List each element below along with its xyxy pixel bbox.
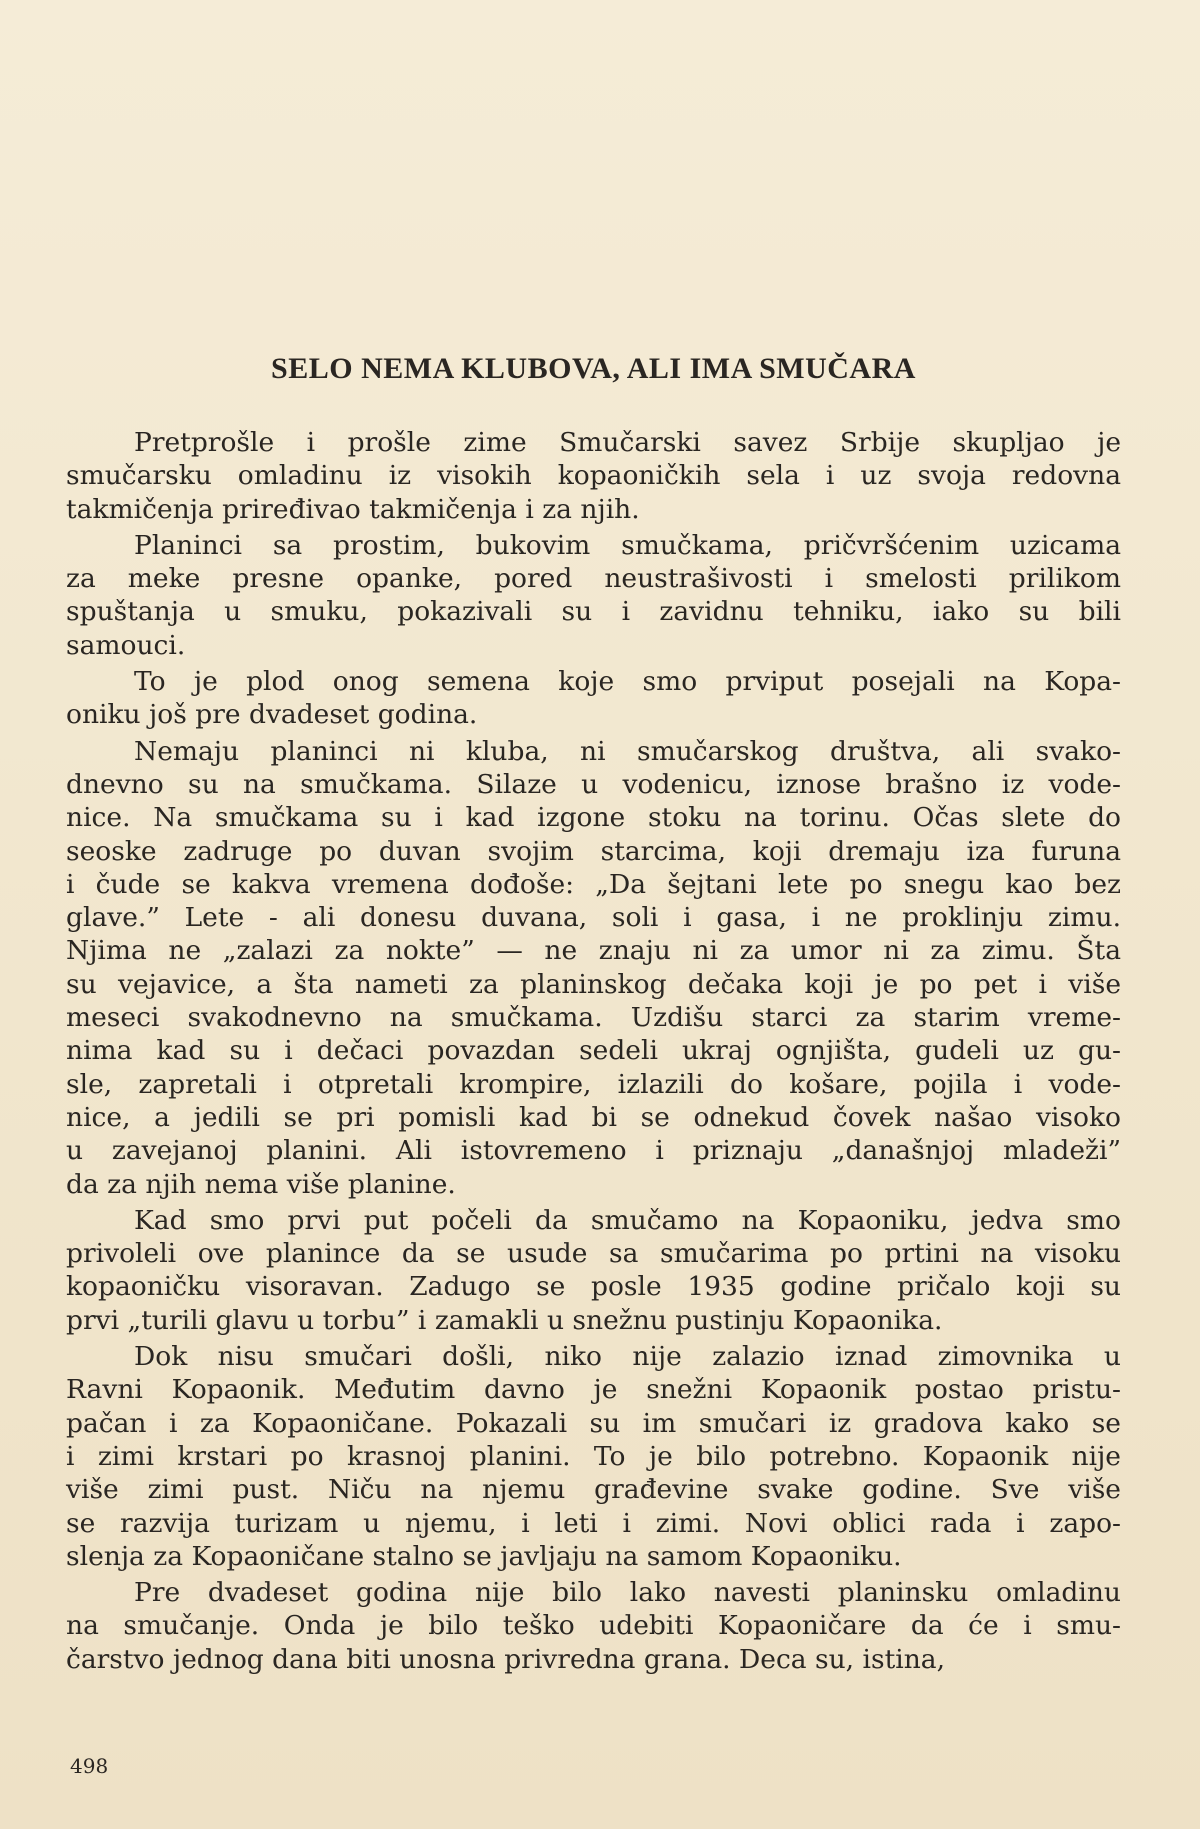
text-line: na smučanje. Onda je bilo teško udebiti Kopaoničare da će i smu- [66, 1610, 1121, 1642]
text-line: sle, zapretali i otpretali krompire, izlazili do košare, pojila i vode- [66, 1068, 1121, 1100]
text-line: čarstvo jednog dana biti unosna privredna grana. Deca su, istina, [66, 1643, 946, 1675]
text-line: seoske zadruge po duvan svojim starcima, koji dremaju iza furuna [66, 835, 1121, 867]
text-line: meseci svakodnevno na smučkama. Uzdišu starci za starim vreme- [66, 1002, 1121, 1034]
text-line: privoleli ove planince da se usude sa smučarima po prtini na visoku [66, 1238, 1121, 1270]
text-line: u zavejanoj planini. Ali istovremeno i priznaju „današnjoj mladeži” [66, 1135, 1121, 1167]
paragraph [66, 735, 1121, 1201]
paragraph [66, 426, 1121, 526]
text-line: Ravni Kopaonik. Međutim davno je snežni Kopaonik postao pristu- [66, 1374, 1121, 1406]
paragraph [66, 1576, 1121, 1676]
text-line: i zimi krstari po krasnoj planini. To je bilo potrebno. Kopaonik nije [66, 1440, 1121, 1472]
text-line: i čude se kakva vremena dođoše: „Da šejtani lete po snegu kao bez [66, 868, 1121, 900]
text-line: oniku još pre dvadeset godina. [66, 699, 478, 731]
paragraph [66, 1204, 1121, 1337]
text-line: više zimi pust. Niču na njemu građevine svake godine. Sve više [66, 1474, 1121, 1506]
text-line: da za njih nema više planine. [66, 1168, 456, 1200]
text-line: nice, a jedili se pri pomisli kad bi se odnekud čovek našao visoko [66, 1101, 1121, 1133]
text-line: prvi „turili glavu u torbu” i zamakli u snežnu pustinju Kopaonika. [66, 1304, 943, 1336]
text-line: Dok nisu smučari došli, niko nije zalazio iznad zimovnika u [134, 1341, 1121, 1373]
text-line: slenja za Kopaoničane stalno se javljaju na samom Kopaoniku. [66, 1540, 902, 1572]
text-line: spuštanja u smuku, pokazivali su i zavidnu tehniku, iako su bili [66, 596, 1121, 628]
text-line: samouci. [66, 629, 186, 661]
page-number: 498 [70, 1754, 109, 1778]
text-line: kopaoničku visoravan. Zadugo se posle 1935 godine pričalo koji su [66, 1271, 1121, 1303]
paragraph [66, 1340, 1121, 1573]
text-line: Pretprošle i prošle zime Smučarski savez Srbije skupljao je [134, 427, 1121, 458]
text-line: Njima ne „zalazi za nokte” — ne znaju ni za umor ni za zimu. Šta [66, 935, 1121, 967]
chapter-title: SELO NEMA KLUBOVA, ALI IMA SMUČARA [271, 352, 916, 385]
text-line: To je plod onog semena koje smo prviput posejali na Kopa- [134, 666, 1121, 698]
paragraph [66, 529, 1121, 662]
text-line: Kad smo prvi put počeli da smučamo na Kopaoniku, jedva smo [134, 1204, 1121, 1236]
text-line: se razvija turizam u njemu, i leti i zimi. Novi oblici rada i zapo- [66, 1507, 1121, 1539]
text-line: Pre dvadeset godina nije bilo lako navesti planinsku omladinu [134, 1577, 1121, 1609]
text-line: nima kad su i dečaci povazdan sedeli ukraj ognjišta, gudeli uz gu- [66, 1035, 1121, 1067]
text-line: pačan i za Kopaoničane. Pokazali su im smučari iz gradova kako se [66, 1407, 1121, 1439]
text-line: smučarsku omladinu iz visokih kopaoničkih sela i uz svoja redovna [66, 460, 1121, 492]
text-line: za meke presne opanke, pored neustrašivosti i smelosti prilikom [66, 563, 1121, 595]
text-line: su vejavice, a šta nameti za planinskog dečaka koji je po pet i više [66, 968, 1121, 1000]
text-line: dnevno su na smučkama. Silaze u vodenicu, iznose brašno iz vode- [66, 768, 1121, 800]
text-line: glave.” Lete - ali donesu duvana, soli i gasa, i ne proklinju zimu. [66, 902, 1121, 934]
text-line: Nemaju planinci ni kluba, ni smučarskog društva, ali svako- [134, 735, 1121, 767]
paragraph [66, 665, 1121, 732]
text-line: takmičenja priređivao takmičenja i za njih. [66, 493, 640, 525]
text-line: nice. Na smučkama su i kad izgone stoku na torinu. Očas slete do [66, 802, 1121, 834]
text-line: Planinci sa prostim, bukovim smučkama, pričvršćenim uzicama [134, 529, 1121, 561]
body-text [66, 426, 1121, 1679]
